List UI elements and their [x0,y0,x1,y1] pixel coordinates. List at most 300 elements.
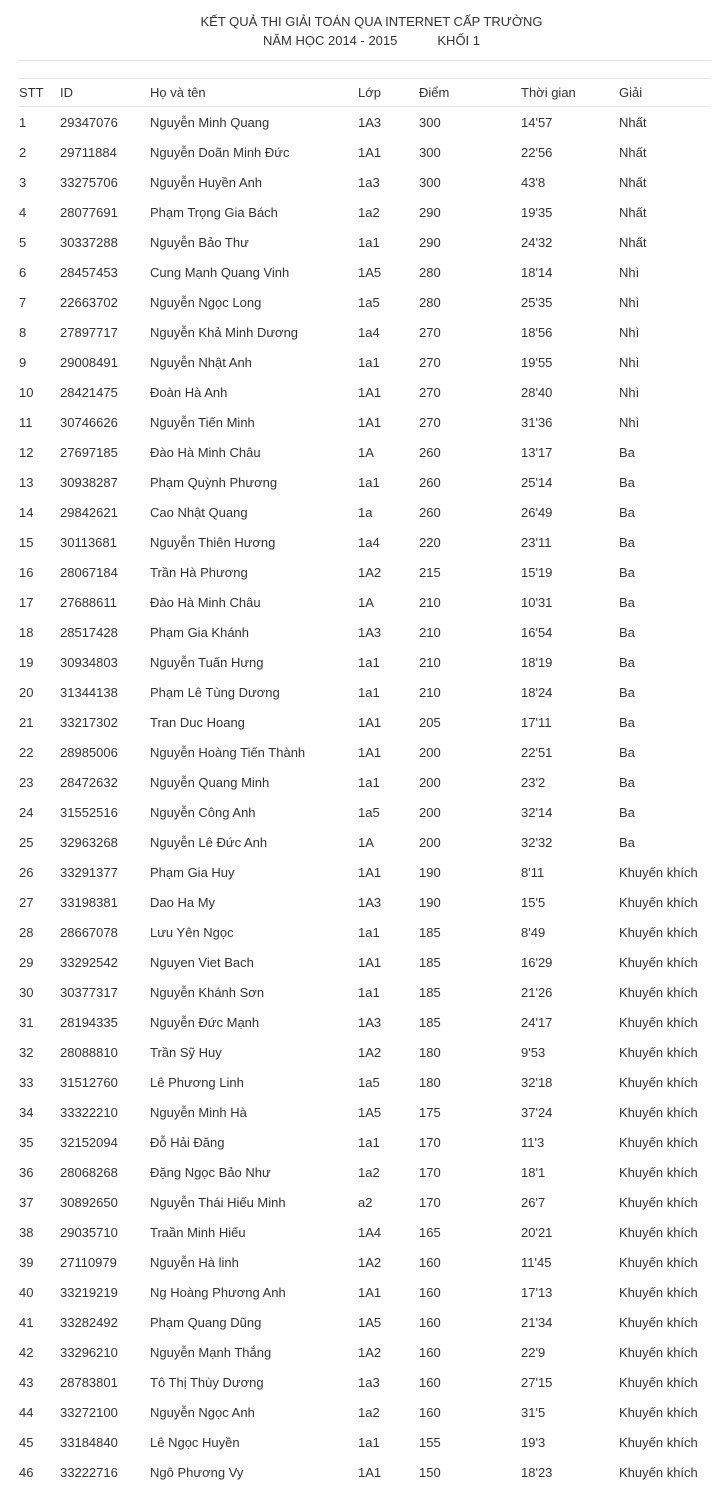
school-year: NĂM HỌC 2014 - 2015 [262,33,398,48]
cell-id: 30892650 [60,1194,118,1210]
cell-id: 33184840 [60,1434,118,1450]
cell-time: 18'23 [521,1464,553,1480]
table-row [18,617,711,647]
cell-class: 1a [358,504,373,520]
cell-score: 270 [419,414,441,430]
cell-prize: Khuyến khích [619,1224,698,1240]
cell-score: 200 [419,774,441,790]
cell-id: 33322210 [60,1104,118,1120]
table-row [18,1457,711,1487]
cell-prize: Nhì [619,414,640,430]
cell-class: 1A2 [358,1044,382,1060]
cell-stt: 33 [19,1074,34,1090]
cell-prize: Ba [619,564,635,580]
cell-id: 29711884 [60,144,117,160]
cell-class: 1A1 [358,714,382,730]
cell-score: 170 [419,1194,441,1210]
cell-name: Nguyễn Thiên Hương [150,534,276,550]
cell-stt: 21 [19,714,34,730]
cell-name: Phạm Gia Khánh [150,624,250,640]
cell-class: 1a1 [358,984,380,1000]
cell-id: 30337288 [60,234,118,250]
table-row [18,947,711,977]
table-row [18,707,711,737]
cell-id: 28068268 [60,1164,118,1180]
title-main: KẾT QUẢ THI GIẢI TOÁN QUA INTERNET CẤP TRƯỜNG [200,14,543,29]
cell-class: 1A1 [358,1284,382,1300]
cell-class: 1A1 [358,1464,382,1480]
cell-id: 28667078 [60,924,118,940]
cell-time: 9'53 [521,1044,546,1060]
cell-name: Nguyễn Công Anh [150,804,256,820]
cell-id: 27897717 [60,324,118,340]
cell-name: Nguyễn Minh Quang [150,114,270,130]
cell-name: Nguyễn Bảo Thư [150,234,249,250]
cell-prize: Khuyến khích [619,1014,698,1030]
cell-stt: 11 [19,414,33,430]
column-header-prize: Giải [618,79,711,107]
cell-name: Phạm Quỳnh Phương [150,474,278,490]
cell-id: 28077691 [60,204,118,220]
cell-name: Đặng Ngọc Bảo Như [150,1164,271,1180]
cell-stt: 4 [19,204,27,220]
cell-name: Nguyễn Quang Minh [150,774,270,790]
cell-class: 1a5 [358,1074,380,1090]
cell-prize: Khuyến khích [619,864,698,880]
cell-id: 29035710 [60,1224,118,1240]
cell-class: 1a1 [358,474,380,490]
cell-id: 29008491 [60,354,118,370]
cell-name: Phạm Lê Tùng Dương [150,684,280,700]
cell-score: 160 [419,1314,441,1330]
cell-score: 210 [419,654,441,670]
cell-prize: Nhì [619,264,640,280]
cell-stt: 43 [19,1374,34,1390]
cell-score: 190 [419,864,441,880]
cell-class: 1A2 [358,1254,382,1270]
cell-stt: 13 [19,474,34,490]
cell-prize: Ba [619,474,635,490]
cell-stt: 17 [19,594,34,610]
cell-score: 270 [419,384,441,400]
cell-score: 185 [419,954,441,970]
cell-name: Nguyễn Doãn Minh Đức [150,144,290,160]
cell-stt: 28 [19,924,34,940]
cell-score: 205 [419,714,441,730]
table-row [18,1217,711,1247]
cell-score: 155 [419,1434,441,1450]
cell-prize: Ba [619,504,635,520]
cell-score: 160 [419,1254,441,1270]
cell-id: 33219219 [60,1284,118,1300]
cell-stt: 45 [19,1434,34,1450]
cell-score: 200 [419,804,441,820]
table-row [18,977,711,1007]
cell-stt: 6 [19,264,27,280]
cell-stt: 41 [19,1314,34,1330]
cell-prize: Khuyến khích [619,1164,698,1180]
cell-name: Đoàn Hà Anh [150,384,228,400]
cell-prize: Khuyến khích [619,1254,698,1270]
cell-time: 23'2 [521,774,546,790]
cell-time: 16'54 [521,624,553,640]
table-row [18,347,711,377]
cell-id: 28067184 [60,564,118,580]
cell-stt: 22 [19,744,34,760]
cell-name: Nguyễn Đức Mạnh [150,1014,260,1030]
cell-score: 300 [419,144,441,160]
table-row [18,257,711,287]
table-row [18,647,711,677]
cell-score: 290 [419,234,441,250]
cell-stt: 34 [19,1104,34,1120]
cell-score: 185 [419,984,441,1000]
table-row [18,587,711,617]
cell-id: 29842621 [60,504,118,520]
cell-score: 180 [419,1044,441,1060]
cell-class: 1a1 [358,234,380,250]
cell-id: 31512760 [60,1074,118,1090]
header-row [18,79,711,107]
cell-score: 160 [419,1344,441,1360]
cell-prize: Khuyến khích [619,1074,698,1090]
cell-stt: 38 [19,1224,34,1240]
cell-name: Nguyễn Tuấn Hưng [150,654,264,670]
cell-time: 8'11 [521,864,545,880]
cell-class: 1A [358,594,374,610]
cell-class: 1a5 [358,294,380,310]
cell-class: 1a1 [358,354,380,370]
cell-id: 32963268 [60,834,118,850]
cell-name: Nguyễn Ngọc Anh [150,1404,255,1420]
cell-stt: 29 [19,954,34,970]
cell-prize: Nhất [619,114,647,130]
cell-time: 21'26 [521,984,553,1000]
cell-id: 30934803 [60,654,118,670]
cell-score: 200 [419,744,441,760]
table-row [18,1397,711,1427]
cell-id: 28194335 [60,1014,118,1030]
cell-prize: Ba [619,744,635,760]
cell-name: Nguyễn Tiến Minh [150,414,255,430]
cell-time: 20'21 [521,1224,553,1240]
cell-time: 32'18 [521,1074,553,1090]
table-row [18,557,711,587]
cell-time: 18'24 [521,684,553,700]
table-row [18,287,711,317]
table-row [18,1367,711,1397]
cell-stt: 37 [19,1194,34,1210]
cell-prize: Ba [619,834,635,850]
cell-prize: Nhì [619,294,640,310]
cell-prize: Nhì [619,384,640,400]
cell-time: 37'24 [521,1104,553,1120]
cell-class: 1A3 [358,894,382,910]
cell-prize: Khuyến khích [619,1314,698,1330]
cell-time: 18'14 [521,264,553,280]
cell-prize: Khuyến khích [619,1434,698,1450]
cell-name: Nguyễn Khánh Sơn [150,984,265,1000]
table-row [18,437,711,467]
cell-id: 32152094 [60,1134,118,1150]
cell-time: 18'19 [521,654,553,670]
cell-name: Nguyễn Hoàng Tiến Thành [150,744,306,760]
cell-stt: 44 [19,1404,34,1420]
cell-id: 28088810 [60,1044,118,1060]
cell-name: Lưu Yên Ngọc [150,924,234,940]
column-header-id: ID [59,79,149,107]
cell-prize: Ba [619,444,635,460]
cell-time: 15'19 [521,564,553,580]
cell-name: Tran Duc Hoang [150,714,245,730]
cell-name: Nguyễn Khả Minh Dương [150,324,299,340]
cell-stt: 26 [19,864,34,880]
cell-time: 11'3 [521,1134,545,1150]
cell-time: 19'3 [521,1434,546,1450]
cell-id: 33291377 [60,864,118,880]
cell-time: 16'29 [521,954,553,970]
cell-prize: Ba [619,774,635,790]
cell-id: 30113681 [60,534,117,550]
cell-time: 22'51 [521,744,553,760]
column-header-class: Lớp [357,79,418,107]
cell-stt: 23 [19,774,34,790]
cell-class: 1a2 [358,204,380,220]
cell-id: 27688611 [60,594,117,610]
cell-prize: Khuyến khích [619,1464,698,1480]
table-row [18,917,711,947]
column-header-time: Thời gian [520,79,618,107]
cell-score: 220 [419,534,441,550]
cell-score: 170 [419,1164,441,1180]
table-row [18,167,711,197]
document-title [0,12,723,50]
cell-name: Ng Hoàng Phương Anh [150,1284,286,1300]
cell-score: 210 [419,684,441,700]
cell-name: Dao Ha My [150,894,216,910]
cell-prize: Khuyến khích [619,954,698,970]
table-row [18,1337,711,1367]
cell-name: Đào Hà Minh Châu [150,444,261,460]
cell-stt: 14 [19,504,34,520]
cell-time: 23'11 [521,534,552,550]
cell-time: 24'32 [521,234,553,250]
cell-name: Traần Minh Hiếu [150,1224,246,1240]
cell-score: 210 [419,594,441,610]
cell-prize: Khuyến khích [619,984,698,1000]
cell-time: 25'14 [521,474,553,490]
cell-class: 1a2 [358,1164,380,1180]
cell-stt: 1 [19,114,27,130]
cell-class: 1a4 [358,534,380,550]
cell-stt: 30 [19,984,34,1000]
cell-stt: 27 [19,894,34,910]
cell-class: 1A [358,444,374,460]
cell-id: 28472632 [60,774,118,790]
cell-stt: 40 [19,1284,34,1300]
cell-prize: Nhất [619,204,647,220]
cell-name: Nguyễn Minh Hà [150,1104,247,1120]
cell-prize: Ba [619,714,635,730]
table-row [18,827,711,857]
cell-prize: Ba [619,624,635,640]
cell-stt: 15 [19,534,34,550]
cell-id: 33296210 [60,1344,118,1360]
cell-name: Trần Hà Phương [150,564,248,580]
cell-name: Phạm Trọng Gia Bách [150,204,278,220]
cell-class: 1A3 [358,624,382,640]
cell-class: 1a1 [358,1434,380,1450]
title-subline [0,31,723,50]
table-row [18,1277,711,1307]
cell-name: Nguyễn Thái Hiếu Minh [150,1194,286,1210]
cell-time: 28'40 [521,384,553,400]
cell-score: 165 [419,1224,441,1240]
cell-stt: 20 [19,684,34,700]
table-row [18,797,711,827]
cell-time: 14'57 [521,114,553,130]
cell-class: 1A1 [358,384,382,400]
cell-prize: Khuyến khích [619,1404,698,1420]
table-row [18,677,711,707]
cell-stt: 42 [19,1344,34,1360]
cell-prize: Khuyến khích [619,1044,698,1060]
cell-name: Lê Ngọc Huyền [150,1434,240,1450]
cell-class: 1A1 [358,864,382,880]
cell-prize: Khuyến khích [619,1194,698,1210]
cell-score: 200 [419,834,441,850]
cell-prize: Ba [619,804,635,820]
cell-name: Nguyễn Ngọc Long [150,294,262,310]
cell-prize: Khuyến khích [619,1104,698,1120]
cell-class: 1a5 [358,804,380,820]
cell-stt: 2 [19,144,27,160]
cell-id: 30746626 [60,414,118,430]
cell-id: 28783801 [60,1374,118,1390]
cell-time: 31'5 [521,1404,546,1420]
cell-class: 1A5 [358,264,382,280]
cell-stt: 7 [19,294,27,310]
cell-time: 10'31 [521,594,553,610]
cell-score: 185 [419,1014,441,1030]
table-row [18,1007,711,1037]
cell-stt: 24 [19,804,34,820]
table-row [18,107,711,138]
cell-score: 270 [419,324,441,340]
cell-score: 180 [419,1074,441,1090]
cell-stt: 31 [19,1014,34,1030]
cell-name: Nguyễn Huyền Anh [150,174,263,190]
cell-prize: Nhất [619,144,647,160]
cell-name: Lê Phương Linh [150,1074,244,1090]
cell-score: 300 [419,114,441,130]
table-row [18,1247,711,1277]
cell-id: 33272100 [60,1404,118,1420]
cell-class: 1A2 [358,1344,382,1360]
cell-score: 300 [419,174,441,190]
table-row [18,377,711,407]
table-row [18,1307,711,1337]
cell-class: 1A2 [358,564,382,580]
cell-stt: 35 [19,1134,34,1150]
cell-score: 160 [419,1404,441,1420]
cell-id: 27110979 [60,1254,117,1270]
cell-prize: Khuyến khích [619,1134,698,1150]
cell-prize: Khuyến khích [619,894,698,910]
cell-class: 1A5 [358,1104,382,1120]
cell-class: 1A [358,834,374,850]
cell-time: 17'13 [521,1284,553,1300]
cell-class: 1A1 [358,144,382,160]
cell-time: 22'9 [521,1344,546,1360]
results-table [18,78,711,1487]
cell-prize: Ba [619,534,635,550]
cell-time: 26'7 [521,1194,546,1210]
table-body [18,107,711,1488]
cell-name: Nguyễn Nhật Anh [150,354,252,370]
cell-name: Phạm Quang Dũng [150,1314,262,1330]
cell-stt: 18 [19,624,34,640]
cell-score: 185 [419,924,441,940]
cell-score: 170 [419,1134,441,1150]
cell-time: 26'49 [521,504,553,520]
table-row [18,1157,711,1187]
cell-class: 1a1 [358,654,380,670]
cell-prize: Khuyến khích [619,1284,698,1300]
cell-time: 25'35 [521,294,553,310]
table-row [18,1427,711,1457]
cell-stt: 25 [19,834,34,850]
table-row [18,1097,711,1127]
cell-time: 27'15 [521,1374,553,1390]
cell-stt: 9 [19,354,27,370]
cell-prize: Khuyến khích [619,924,698,940]
cell-class: 1A4 [358,1224,382,1240]
table-row [18,887,711,917]
cell-id: 28421475 [60,384,118,400]
cell-prize: Khuyến khích [619,1374,698,1390]
cell-id: 31552516 [60,804,118,820]
table-header [18,79,711,107]
cell-class: 1A5 [358,1314,382,1330]
table-row [18,467,711,497]
table-row [18,737,711,767]
cell-id: 28985006 [60,744,118,760]
table-row [18,1127,711,1157]
column-header-score: Điểm [418,79,520,107]
cell-class: 1A1 [358,414,382,430]
cell-score: 160 [419,1284,441,1300]
cell-class: 1a3 [358,174,380,190]
cell-stt: 32 [19,1044,34,1060]
cell-stt: 19 [19,654,34,670]
table-row [18,197,711,227]
cell-class: a2 [358,1194,373,1210]
cell-stt: 36 [19,1164,34,1180]
column-header-name: Họ và tên [149,79,357,107]
cell-name: Nguyễn Mạnh Thắng [150,1344,272,1360]
cell-score: 270 [419,354,441,370]
cell-class: 1A1 [358,744,382,760]
cell-class: 1A3 [358,1014,382,1030]
cell-stt: 46 [19,1464,34,1480]
cell-id: 33198381 [60,894,118,910]
cell-score: 260 [419,474,441,490]
cell-name: Trần Sỹ Huy [150,1044,222,1060]
cell-stt: 10 [19,384,34,400]
cell-name: Ngô Phương Vy [150,1464,244,1480]
cell-time: 15'5 [521,894,546,910]
